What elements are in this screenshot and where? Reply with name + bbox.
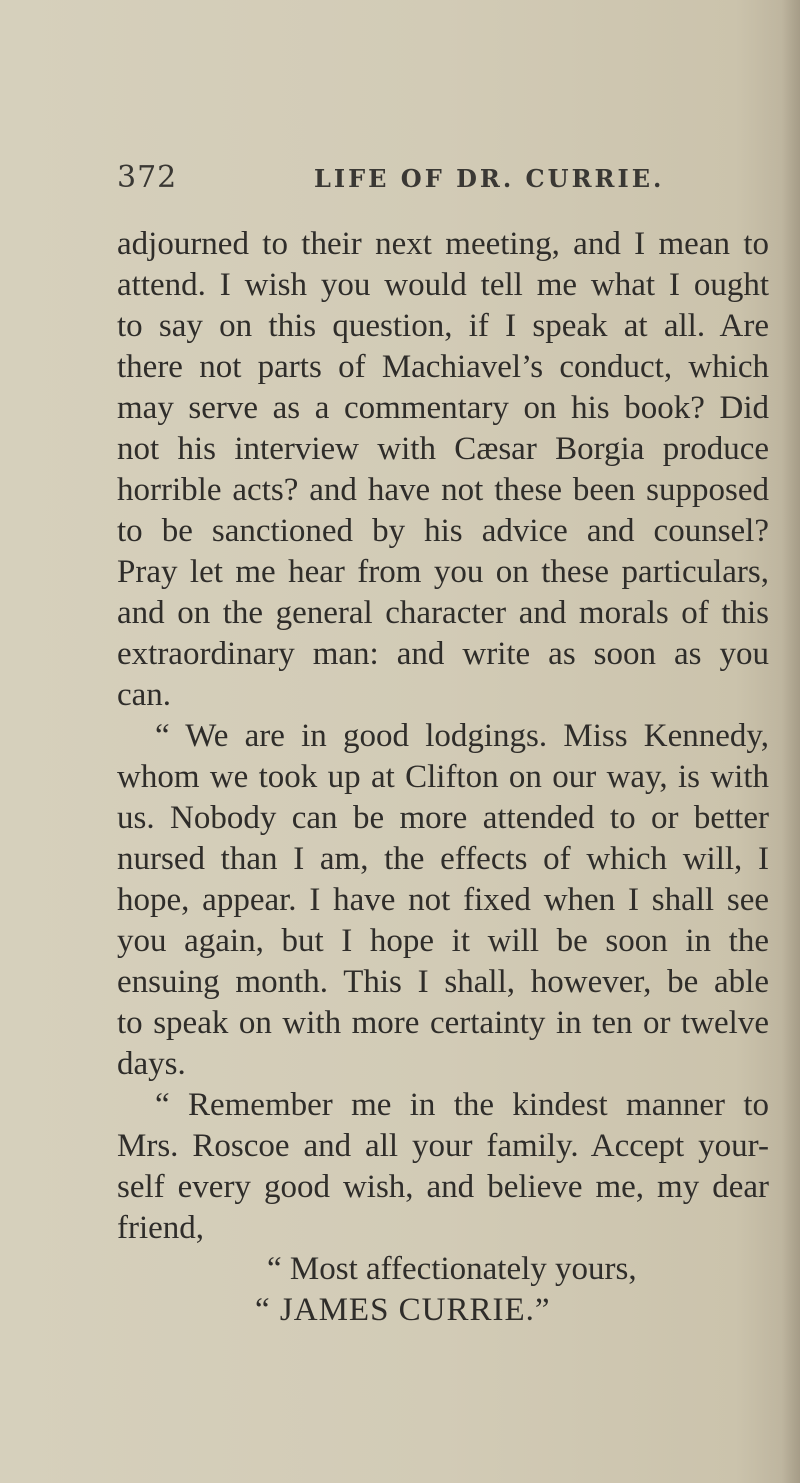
text-line: adjourned to their next meeting, and I mean to <box>117 226 769 262</box>
text-line: whom we took up at Clifton on our way, is with <box>117 759 769 795</box>
text-line: not his interview with Cæsar Borgia produce <box>117 431 769 467</box>
paragraph-end-line: can. <box>117 677 172 713</box>
text-line: to speak on with more certainty in ten or twelve <box>117 1005 769 1041</box>
running-head: LIFE OF DR. CURRIE. <box>314 164 665 193</box>
text-line: there not parts of Machiavel’s conduct, which <box>117 349 769 385</box>
paragraph-start-line: “ Remember me in the kindest manner to <box>155 1087 769 1123</box>
text-line: Pray let me hear from you on these particulars, <box>117 554 769 590</box>
page-number: 372 <box>117 160 178 195</box>
text-line: to be sanctioned by his advice and counsel? <box>117 513 769 549</box>
paragraph-end-line: friend, <box>117 1210 205 1246</box>
text-line: nursed than I am, the effects of which will, I <box>117 841 769 877</box>
text-line: to say on this question, if I speak at all. Are <box>117 308 769 344</box>
text-line: and on the general character and morals of this <box>117 595 769 631</box>
text-line: us. Nobody can be more attended to or better <box>117 800 769 836</box>
paragraph-end-line: days. <box>117 1046 186 1082</box>
text-line: Mrs. Roscoe and all your family. Accept your- <box>117 1128 769 1164</box>
letter-closing: “ Most affectionately yours, <box>267 1251 637 1287</box>
letter-text <box>117 224 769 1331</box>
paragraph-start-line: “ We are in good lodgings. Miss Kennedy, <box>155 718 769 754</box>
text-line: ensuing month. This I shall, however, be able <box>117 964 769 1000</box>
text-line: hope, appear. I have not fixed when I shall see <box>117 882 769 918</box>
page-edge-shadow <box>782 0 800 1483</box>
text-line: you again, but I hope it will be soon in the <box>117 923 769 959</box>
text-line: horrible acts? and have not these been supposed <box>117 472 769 508</box>
text-line: attend. I wish you would tell me what I ought <box>117 267 769 303</box>
page-header <box>117 160 777 200</box>
letter-signature: “ JAMES CURRIE.” <box>255 1292 551 1328</box>
text-line: may serve as a commentary on his book? Did <box>117 390 769 426</box>
text-line: self every good wish, and believe me, my dear <box>117 1169 769 1205</box>
text-line: extraordinary man: and write as soon as you <box>117 636 769 672</box>
